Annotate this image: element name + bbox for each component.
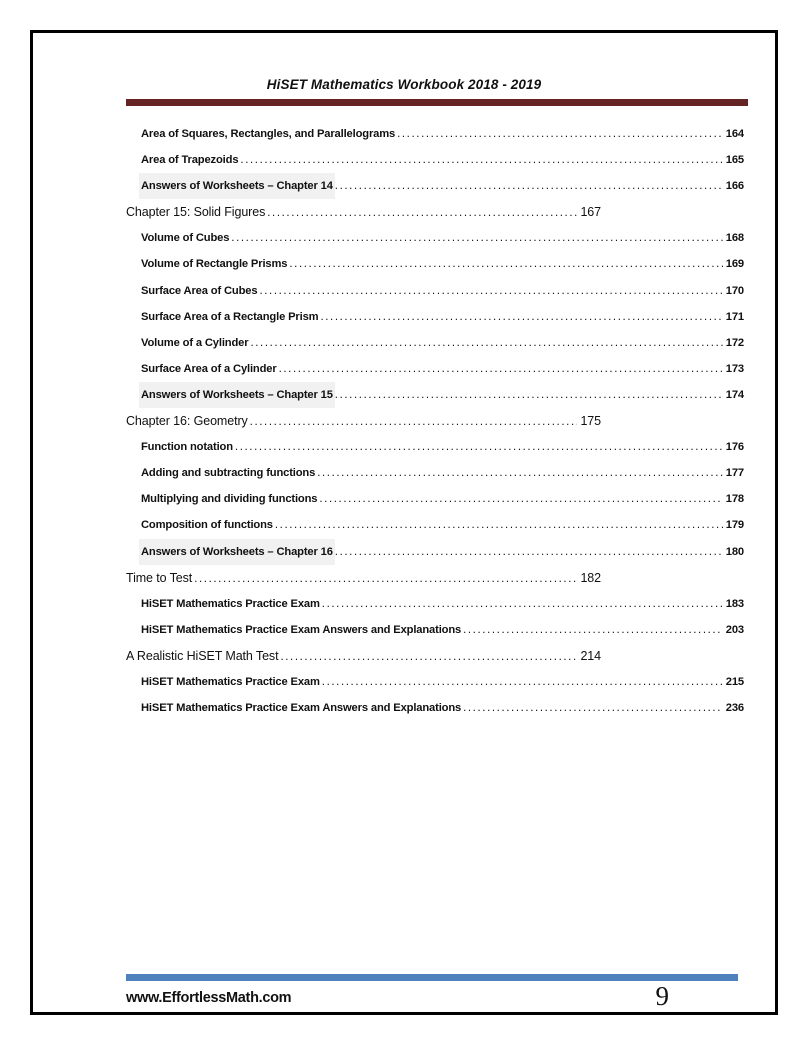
toc-entry-page: 175 [580, 414, 601, 429]
dotted-leader [259, 278, 722, 304]
toc-entry[interactable] [126, 173, 744, 199]
dotted-leader [322, 591, 723, 617]
toc-entry[interactable] [126, 147, 744, 173]
dotted-leader [235, 434, 723, 460]
toc-entry-label: Surface Area of a Cylinder [141, 362, 277, 375]
footer-rule [126, 974, 738, 981]
toc-entry-label: Answers of Worksheets – Chapter 14 [141, 173, 333, 199]
dotted-leader [322, 669, 723, 695]
toc [126, 121, 744, 721]
toc-entry[interactable] [126, 304, 744, 330]
toc-entry-page: 177 [725, 467, 744, 480]
toc-entry-page: 169 [725, 258, 744, 271]
toc-entry-page: 171 [725, 310, 744, 323]
toc-entry-page: 179 [725, 519, 744, 532]
toc-entry-page: 172 [725, 336, 744, 349]
toc-entry-page: 214 [580, 648, 601, 663]
toc-entry-label: Area of Squares, Rectangles, and Parallelograms [141, 128, 396, 140]
toc-entry-label: Chapter 15: Solid Figures [126, 205, 266, 220]
toc-entry-label: HiSET Mathematics Practice Exam Answers and Explanations [141, 623, 462, 636]
toc-entry-label: Answers of Worksheets – Chapter 16 [141, 539, 333, 565]
toc-entry-label: Function notation [141, 441, 233, 454]
toc-entry-label: Adding and subtracting functions [141, 467, 316, 480]
toc-entry-label: Composition of functions [141, 519, 273, 532]
toc-entry[interactable] [126, 539, 744, 565]
dotted-leader [317, 460, 723, 486]
toc-entry-label: HiSET Mathematics Practice Exam Answers and Explanations [141, 702, 462, 715]
page-border [30, 30, 778, 1015]
toc-entry-label: Answers of Worksheets – Chapter 15 [141, 382, 333, 408]
dotted-leader [335, 382, 723, 408]
dotted-leader [194, 565, 577, 592]
toc-entry-page: 174 [725, 388, 744, 401]
toc-entry-label: HiSET Mathematics Practice Exam [141, 597, 320, 610]
toc-entry[interactable] [126, 121, 744, 147]
toc-entry-page: 170 [725, 284, 744, 297]
toc-entry[interactable] [126, 225, 744, 251]
toc-entry-page: 236 [725, 702, 744, 715]
dotted-leader [267, 199, 577, 226]
toc-entry-page: 164 [725, 128, 744, 140]
toc-entry[interactable] [126, 695, 744, 721]
toc-entry-page: 176 [725, 441, 744, 454]
toc-entry[interactable] [126, 330, 744, 356]
toc-entry-page: 180 [725, 545, 744, 558]
dotted-leader [463, 695, 723, 721]
toc-entry-label: Volume of Rectangle Prisms [141, 258, 288, 271]
toc-entry-label: Volume of a Cylinder [141, 336, 249, 349]
website-link[interactable]: www.EffortlessMath.com [126, 990, 292, 1006]
dotted-leader [335, 173, 723, 199]
toc-entry-page: 166 [725, 180, 744, 193]
toc-entry-page: 203 [725, 623, 744, 636]
toc-entry-page: 167 [580, 205, 601, 220]
toc-entry-page: 173 [725, 362, 744, 375]
toc-entry-page: 178 [725, 493, 744, 506]
dotted-leader [335, 539, 723, 565]
toc-entry[interactable] [126, 382, 744, 408]
dotted-leader [280, 643, 577, 670]
toc-entry-label: Surface Area of a Rectangle Prism [141, 310, 319, 323]
toc-entry-label: Surface Area of Cubes [141, 284, 258, 297]
toc-entry[interactable] [126, 512, 744, 538]
toc-entry[interactable] [126, 565, 601, 591]
toc-entry[interactable] [126, 643, 601, 669]
toc-entry-label: Multiplying and dividing functions [141, 493, 318, 506]
toc-entry-label: HiSET Mathematics Practice Exam [141, 675, 320, 688]
toc-entry[interactable] [126, 356, 744, 382]
toc-entry-label: Area of Trapezoids [141, 154, 239, 167]
toc-entry-page: 215 [725, 675, 744, 688]
page-number: 9 [655, 981, 669, 1011]
toc-entry[interactable] [126, 486, 744, 512]
toc-entry-label: Chapter 16: Geometry [126, 414, 248, 429]
header-rule [126, 99, 748, 106]
toc-entry[interactable] [126, 591, 744, 617]
dotted-leader [319, 486, 722, 512]
page-title: HiSET Mathematics Workbook 2018 - 2019 [266, 77, 542, 92]
dotted-leader [289, 251, 722, 277]
toc-entry[interactable] [126, 408, 601, 434]
dotted-leader [275, 512, 723, 538]
dotted-leader [250, 408, 578, 435]
dotted-leader [397, 121, 723, 147]
toc-entry-label: Time to Test [126, 570, 193, 585]
toc-entry-page: 165 [725, 154, 744, 167]
toc-entry[interactable] [126, 460, 744, 486]
dotted-leader [240, 147, 722, 173]
dotted-leader [231, 225, 722, 251]
dotted-leader [279, 356, 723, 382]
dotted-leader [463, 617, 723, 643]
toc-entry[interactable] [126, 199, 601, 225]
toc-entry-page: 168 [725, 232, 744, 245]
toc-entry[interactable] [126, 251, 744, 277]
toc-entry[interactable] [126, 278, 744, 304]
toc-entry[interactable] [126, 669, 744, 695]
toc-entry-page: 182 [580, 570, 601, 585]
toc-entry-label: Volume of Cubes [141, 232, 230, 245]
toc-entry[interactable] [126, 617, 744, 643]
dotted-leader [320, 304, 722, 330]
toc-entry[interactable] [126, 434, 744, 460]
dotted-leader [250, 330, 722, 356]
toc-entry-label: A Realistic HiSET Math Test [126, 648, 279, 663]
toc-entry-page: 183 [725, 597, 744, 610]
